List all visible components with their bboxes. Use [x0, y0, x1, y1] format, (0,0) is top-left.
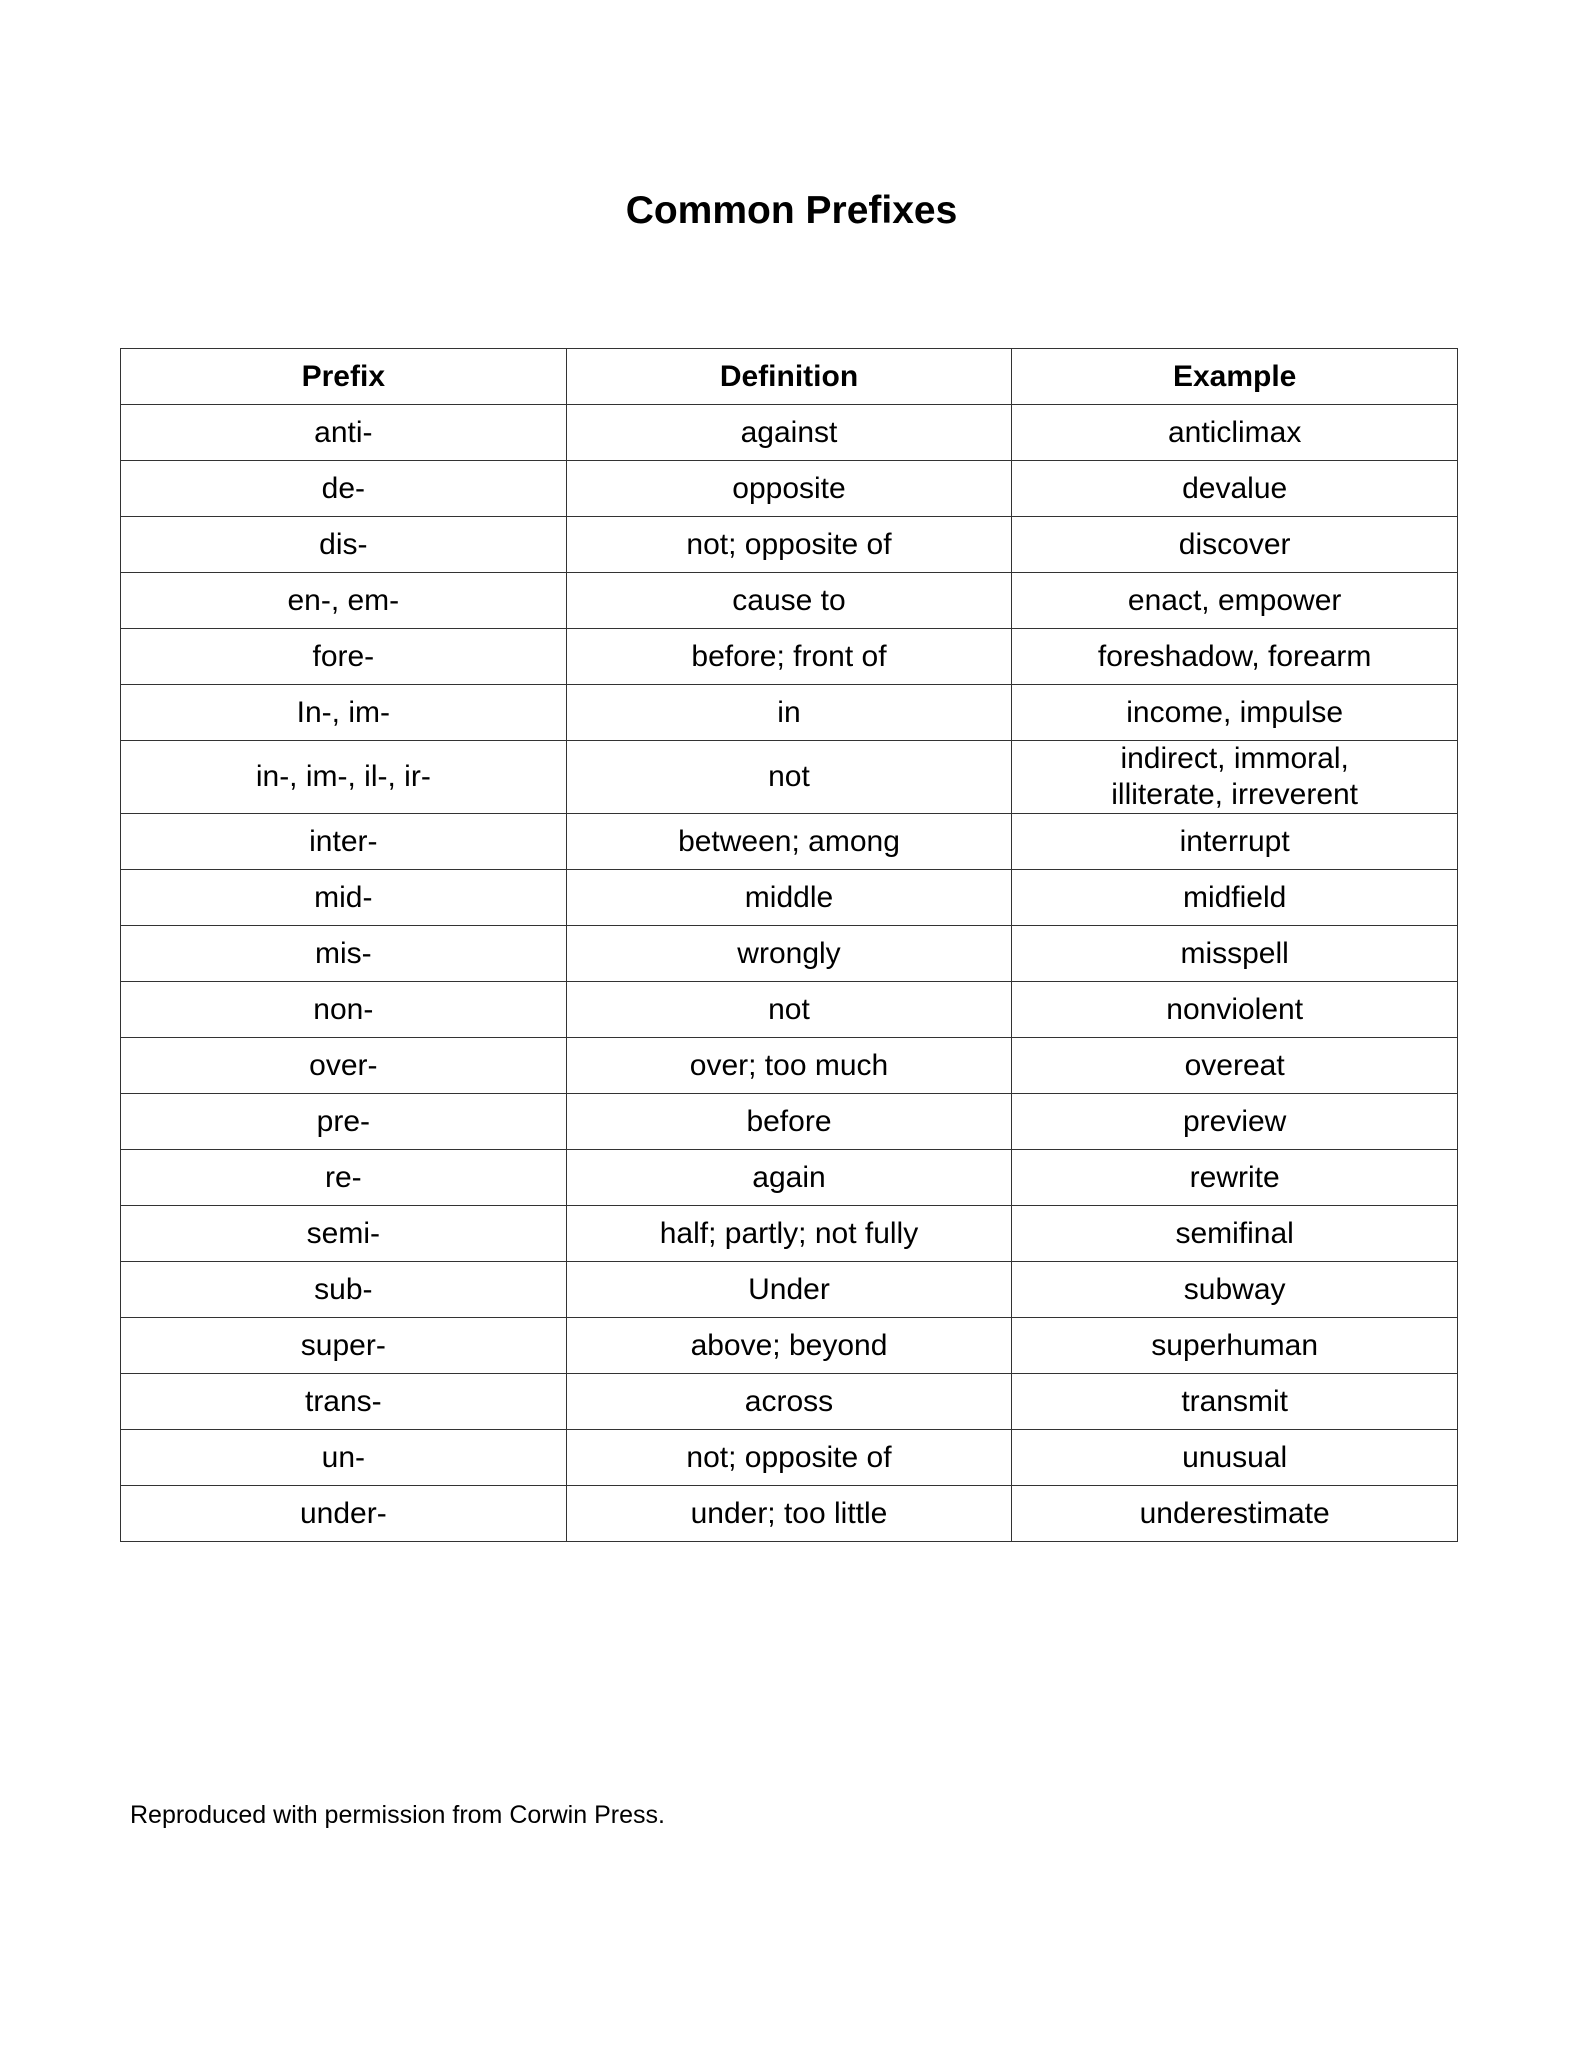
example-cell	[1012, 1038, 1458, 1094]
example-cell	[1012, 982, 1458, 1038]
definition-cell: across	[566, 1374, 1012, 1430]
definition-cell: not	[566, 982, 1012, 1038]
definition-cell: between; among	[566, 814, 1012, 870]
definition-cell: half; partly; not fully	[566, 1206, 1012, 1262]
table-row	[121, 1038, 1458, 1094]
table-row	[121, 517, 1458, 573]
prefix-cell: mid-	[121, 870, 567, 926]
example-cell	[1012, 517, 1458, 573]
prefix-cell: sub-	[121, 1262, 567, 1318]
definition-cell: under; too little	[566, 1486, 1012, 1542]
example-cell	[1012, 1486, 1458, 1542]
example-cell	[1012, 405, 1458, 461]
prefix-cell: semi-	[121, 1206, 567, 1262]
definition-cell: not; opposite of	[566, 517, 1012, 573]
prefix-cell: un-	[121, 1430, 567, 1486]
prefix-cell: anti-	[121, 405, 567, 461]
prefix-cell: re-	[121, 1150, 567, 1206]
table-row	[121, 629, 1458, 685]
table-row	[121, 1206, 1458, 1262]
table-row	[121, 405, 1458, 461]
prefix-cell: dis-	[121, 517, 567, 573]
prefix-cell: in-, im-, il-, ir-	[121, 741, 567, 814]
table-row	[121, 1150, 1458, 1206]
column-header-example: Example	[1012, 349, 1458, 405]
table-row	[121, 1262, 1458, 1318]
prefix-table	[120, 348, 1458, 1542]
example-cell	[1012, 573, 1458, 629]
prefix-cell: non-	[121, 982, 567, 1038]
table-row	[121, 1318, 1458, 1374]
table-row	[121, 814, 1458, 870]
definition-cell: opposite	[566, 461, 1012, 517]
prefix-cell: fore-	[121, 629, 567, 685]
prefix-cell: inter-	[121, 814, 567, 870]
definition-cell: not; opposite of	[566, 1430, 1012, 1486]
table-header-row	[121, 349, 1458, 405]
definition-cell: above; beyond	[566, 1318, 1012, 1374]
table-row	[121, 1374, 1458, 1430]
table-row	[121, 982, 1458, 1038]
table-body	[121, 405, 1458, 1542]
definition-cell: Under	[566, 1262, 1012, 1318]
column-header-definition: Definition	[566, 349, 1012, 405]
example-cell	[1012, 1206, 1458, 1262]
example-text: discover	[1178, 527, 1291, 561]
prefix-cell: over-	[121, 1038, 567, 1094]
example-text: interrupt	[1179, 824, 1290, 858]
example-cell	[1012, 1430, 1458, 1486]
table-row	[121, 461, 1458, 517]
example-text: nonviolent	[1166, 992, 1304, 1026]
footer-note: Reproduced with permission from Corwin Press.	[130, 1801, 665, 1829]
example-text: enact, empower	[1127, 583, 1342, 617]
table-row	[121, 1094, 1458, 1150]
example-text: subway	[1183, 1272, 1286, 1306]
example-text: underestimate	[1139, 1496, 1330, 1530]
example-text: unusual	[1182, 1440, 1288, 1474]
example-cell	[1012, 814, 1458, 870]
definition-cell: in	[566, 685, 1012, 741]
definition-cell: before; front of	[566, 629, 1012, 685]
column-header-prefix: Prefix	[121, 349, 567, 405]
prefix-cell: In-, im-	[121, 685, 567, 741]
table-row	[121, 926, 1458, 982]
definition-cell: cause to	[566, 573, 1012, 629]
example-cell	[1012, 741, 1458, 814]
page-title: Common Prefixes	[625, 189, 958, 232]
table-row	[121, 1486, 1458, 1542]
example-cell	[1012, 1094, 1458, 1150]
prefix-cell: under-	[121, 1486, 567, 1542]
example-cell	[1012, 461, 1458, 517]
example-text: semifinal	[1175, 1216, 1294, 1250]
prefix-cell: de-	[121, 461, 567, 517]
example-cell	[1012, 629, 1458, 685]
example-text: income, impulse	[1126, 695, 1344, 729]
definition-cell: before	[566, 1094, 1012, 1150]
example-text: indirect, immoral,	[1120, 742, 1349, 775]
example-cell	[1012, 1318, 1458, 1374]
prefix-cell: trans-	[121, 1374, 567, 1430]
table-row	[121, 573, 1458, 629]
example-text: anticlimax	[1167, 415, 1302, 449]
table-row	[121, 870, 1458, 926]
example-cell	[1012, 1262, 1458, 1318]
example-text: transmit	[1181, 1384, 1288, 1418]
definition-cell: not	[566, 741, 1012, 814]
example-text: superhuman	[1151, 1328, 1319, 1362]
definition-cell: again	[566, 1150, 1012, 1206]
example-text: preview	[1182, 1104, 1287, 1138]
example-text: misspell	[1180, 936, 1289, 970]
definition-cell: against	[566, 405, 1012, 461]
prefix-cell: super-	[121, 1318, 567, 1374]
prefix-cell: en-, em-	[121, 573, 567, 629]
table-row	[121, 685, 1458, 741]
example-cell	[1012, 1374, 1458, 1430]
example-text: foreshadow, forearm	[1097, 639, 1372, 673]
table-row	[121, 741, 1458, 814]
table-row	[121, 1430, 1458, 1486]
example-text: overeat	[1184, 1048, 1285, 1082]
example-cell	[1012, 870, 1458, 926]
definition-cell: over; too much	[566, 1038, 1012, 1094]
prefix-cell: pre-	[121, 1094, 567, 1150]
example-text: devalue	[1182, 471, 1288, 505]
definition-cell: middle	[566, 870, 1012, 926]
table-header	[121, 349, 1458, 405]
prefix-cell: mis-	[121, 926, 567, 982]
example-text: illiterate, irreverent	[1111, 778, 1359, 811]
example-text: midfield	[1182, 880, 1287, 914]
definition-cell: wrongly	[566, 926, 1012, 982]
example-text: rewrite	[1189, 1160, 1280, 1194]
example-cell	[1012, 685, 1458, 741]
example-cell	[1012, 926, 1458, 982]
example-cell	[1012, 1150, 1458, 1206]
